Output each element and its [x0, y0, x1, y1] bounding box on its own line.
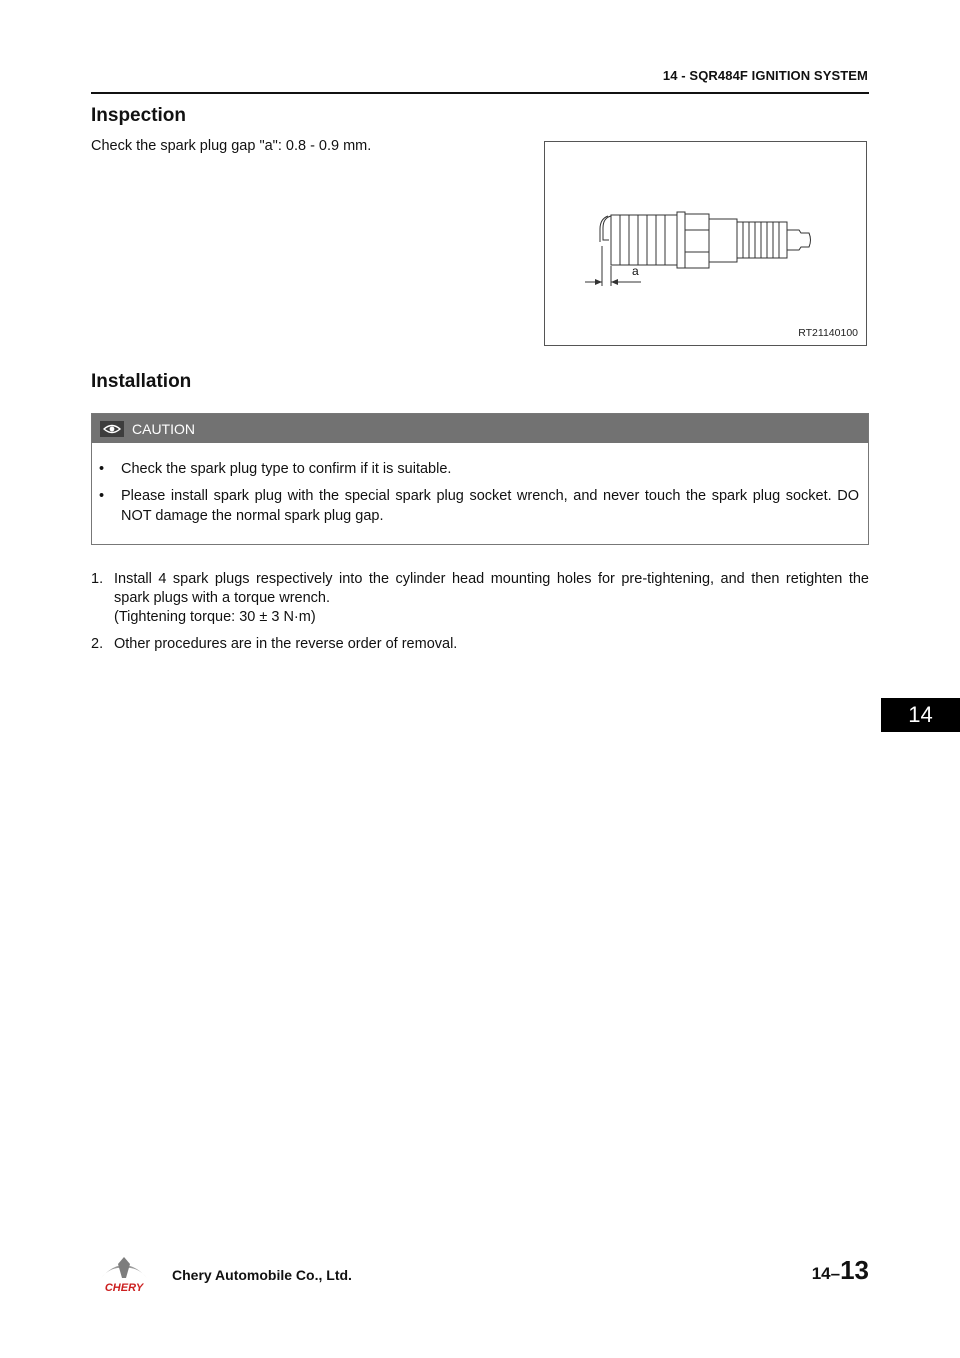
step-number: 1. [91, 571, 104, 587]
torque-note: (Tightening torque: 30 ± 3 N·m) [114, 609, 316, 625]
header-rule [91, 92, 869, 94]
step-item [91, 570, 869, 627]
page-number [812, 1255, 869, 1286]
logo-wordmark: CHERY [104, 1282, 144, 1294]
caution-list [92, 459, 868, 533]
caution-box [91, 413, 869, 545]
spark-plug-figure [544, 141, 867, 346]
footer-company: Chery Automobile Co., Ltd. [172, 1267, 352, 1283]
spark-plug-illustration [545, 142, 868, 347]
caution-title: CAUTION [132, 420, 195, 437]
section-heading-installation: Installation [91, 371, 192, 392]
bullet-icon: • [99, 461, 105, 477]
caution-header [92, 414, 868, 443]
eye-icon [100, 421, 124, 437]
inspection-text: Check the spark plug gap "a": 0.8 - 0.9 mm. [91, 138, 372, 154]
step-text: Install 4 spark plugs respectively into the cylinder head mounting holes for pre-tightening, and then retighten the spark plugs with a torque wrench. [114, 571, 869, 606]
step-number: 2. [91, 636, 104, 652]
step-item [91, 635, 869, 654]
header-title: 14 - SQR484F IGNITION SYSTEM [662, 68, 868, 83]
chery-logo-icon [91, 1256, 157, 1294]
chery-logo [91, 1256, 157, 1299]
chapter-tab: 14 [881, 698, 960, 732]
figure-code: RT21140100 [798, 327, 858, 339]
caution-item [92, 459, 868, 479]
caution-item-text: Check the spark plug type to confirm if it is suitable. [121, 461, 452, 477]
page-number-value: 13 [840, 1255, 869, 1285]
page-prefix: 14– [811, 1264, 841, 1283]
step-text: Other procedures are in the reverse order of removal. [114, 636, 458, 652]
caution-item [92, 486, 868, 526]
procedure-steps [91, 570, 869, 662]
gap-label: a [632, 264, 639, 278]
bullet-icon: • [99, 488, 105, 504]
caution-item-text: Please install spark plug with the special spark plug socket wrench, and never touch the spark plug socket. DO NOT damage the normal spark plug gap. [121, 488, 859, 524]
section-heading-inspection: Inspection [91, 105, 187, 126]
